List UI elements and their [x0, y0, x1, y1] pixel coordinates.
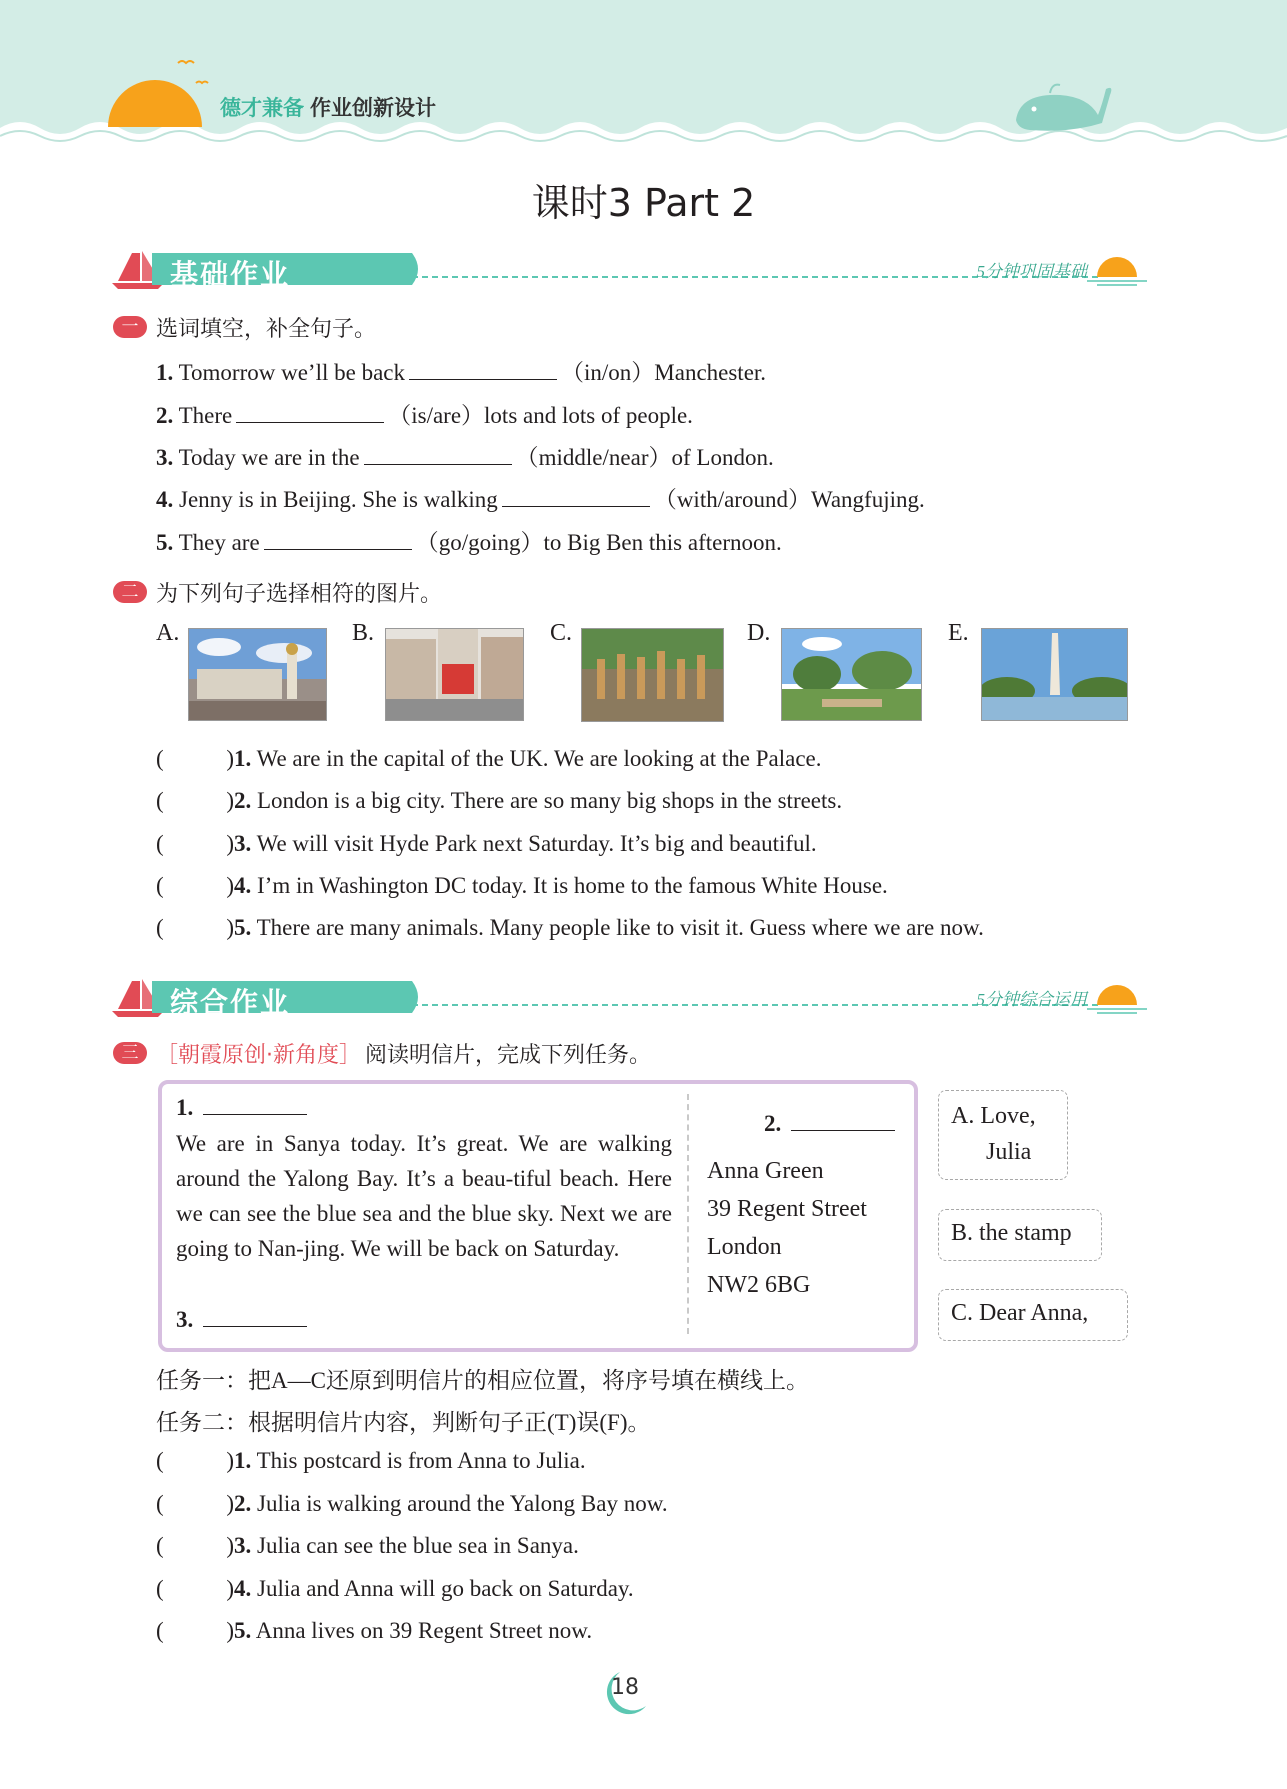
- option-a-line1: A. Love,: [951, 1103, 1036, 1129]
- exercise-instruction: 为下列句子选择相符的图片。: [156, 582, 443, 607]
- item-text: （is/are）lots and lots of people.: [388, 403, 693, 428]
- item-text: （go/going）to Big Ben this afternoon.: [415, 530, 782, 555]
- brand-title: [220, 92, 436, 122]
- question-text: London is a big city. There are so many big shops in the streets.: [257, 788, 843, 813]
- answer-bracket[interactable]: [156, 788, 234, 814]
- task-2: 任务二：根据明信片内容，判断句子正(T)误(F)。: [156, 1410, 651, 1435]
- giraffes-zoo-photo: [581, 628, 724, 722]
- option-b-text: B. the stamp: [951, 1220, 1072, 1246]
- question-number: 2.: [234, 1491, 252, 1516]
- answer-bracket[interactable]: [156, 1448, 234, 1474]
- item-number: 2.: [156, 403, 174, 428]
- item-number: 1.: [156, 360, 174, 385]
- task-1: 任务一：把A—C还原到明信片的相应位置，将序号填在横线上。: [156, 1368, 809, 1393]
- bracket-open: (: [156, 873, 164, 898]
- answer-bracket[interactable]: [156, 831, 234, 857]
- bracket-close: ): [226, 746, 234, 771]
- option-c-box: [938, 1289, 1128, 1341]
- ex1-item-4: [156, 481, 925, 514]
- postcard-blank-1: [176, 1094, 311, 1121]
- section-tip: 5分钟巩固基础: [976, 262, 1087, 281]
- answer-bracket[interactable]: [156, 1576, 234, 1602]
- exercise-instruction: 选词填空，补全句子。: [156, 317, 377, 342]
- page-number: 18: [611, 1675, 639, 1700]
- ex2-question-4: [156, 873, 888, 899]
- blank-number: 3.: [176, 1307, 194, 1332]
- bracket-close: ): [226, 1448, 234, 1473]
- ex3-question-2: [156, 1491, 668, 1517]
- bracket-open: (: [156, 788, 164, 813]
- question-number: 2.: [234, 788, 252, 813]
- item-text: Tomorrow we’ll be back: [178, 360, 405, 385]
- bracket-close: ): [226, 1576, 234, 1601]
- item-number: 3.: [156, 445, 174, 470]
- ex3-question-5: [156, 1618, 592, 1644]
- question-text: We are in the capital of the UK. We are looking at the Palace.: [256, 746, 822, 771]
- picture-letter-c: C.: [550, 620, 573, 646]
- page-title: 课时3 Part 2: [531, 181, 756, 225]
- answer-blank[interactable]: [203, 1306, 307, 1327]
- answer-blank[interactable]: [791, 1110, 895, 1131]
- ex1-item-1: [156, 354, 766, 387]
- question-number: 3.: [234, 1533, 252, 1558]
- sun-icon: [100, 55, 210, 130]
- item-text: They are: [178, 530, 260, 555]
- ex2-question-1: [156, 746, 822, 772]
- ex3-question-4: [156, 1576, 634, 1602]
- postcard-blank-2: [764, 1110, 899, 1137]
- question-text: There are many animals. Many people like to visit it. Guess where we are now.: [256, 915, 984, 940]
- address-line: 39 Regent Street: [707, 1196, 867, 1222]
- picture-letter-e: E.: [948, 620, 969, 646]
- answer-bracket[interactable]: [156, 873, 234, 899]
- address-line: London: [707, 1234, 782, 1260]
- exercise-badge: 一: [113, 316, 147, 338]
- answer-bracket[interactable]: [156, 1533, 234, 1559]
- bracket-open: (: [156, 915, 164, 940]
- address-line: NW2 6BG: [707, 1272, 811, 1298]
- ex3-question-1: [156, 1448, 586, 1474]
- option-a-box: [938, 1090, 1068, 1180]
- exercise-source: ［朝霞原创·新角度］: [156, 1043, 361, 1068]
- option-c-text: C. Dear Anna,: [951, 1300, 1089, 1326]
- ex2-question-3: [156, 831, 817, 857]
- bracket-close: ): [226, 1491, 234, 1516]
- answer-blank[interactable]: [203, 1094, 307, 1115]
- item-number: 5.: [156, 530, 174, 555]
- question-number: 1.: [234, 1448, 252, 1473]
- answer-blank[interactable]: [264, 529, 412, 550]
- london-street-photo: [385, 628, 524, 721]
- blank-number: 1.: [176, 1095, 194, 1120]
- bracket-open: (: [156, 1491, 164, 1516]
- ex3-question-3: [156, 1533, 579, 1559]
- question-number: 3.: [234, 831, 252, 856]
- bracket-close: ): [226, 1618, 234, 1643]
- answer-bracket[interactable]: [156, 1618, 234, 1644]
- item-text: （in/on）Manchester.: [561, 360, 767, 385]
- exercise-instruction: [156, 1038, 651, 1069]
- bracket-close: ): [226, 831, 234, 856]
- section-label: 基础作业: [170, 258, 291, 291]
- answer-blank[interactable]: [364, 444, 512, 465]
- ex1-item-5: [156, 524, 782, 557]
- question-number: 4.: [234, 1576, 252, 1601]
- item-text: （with/around）Wangfujing.: [653, 487, 925, 512]
- whale-icon: [1010, 75, 1115, 135]
- postcard-blank-3: [176, 1306, 311, 1333]
- option-a-line2: Julia: [986, 1139, 1032, 1165]
- question-text: We will visit Hyde Park next Saturday. It’s big and beautiful.: [256, 831, 817, 856]
- question-number: 4.: [234, 873, 252, 898]
- ex1-item-2: [156, 397, 693, 430]
- postcard: [158, 1080, 918, 1352]
- question-text: Julia is walking around the Yalong Bay now.: [257, 1491, 668, 1516]
- bracket-open: (: [156, 1533, 164, 1558]
- question-number: 1.: [234, 746, 252, 771]
- answer-blank[interactable]: [236, 402, 384, 423]
- postcard-divider: [687, 1094, 689, 1334]
- picture-letter-b: B.: [352, 620, 375, 646]
- item-number: 4.: [156, 487, 174, 512]
- blank-number: 2.: [764, 1111, 782, 1136]
- option-b-box: [938, 1209, 1102, 1261]
- bracket-close: ): [226, 1533, 234, 1558]
- section-tip: 5分钟综合运用: [976, 990, 1087, 1009]
- washington-monument-photo: [981, 628, 1128, 721]
- question-text: Julia and Anna will go back on Saturday.: [257, 1576, 634, 1601]
- bracket-close: ): [226, 873, 234, 898]
- instruction-text: 阅读明信片，完成下列任务。: [365, 1043, 652, 1068]
- question-text: Julia can see the blue sea in Sanya.: [257, 1533, 579, 1558]
- answer-blank[interactable]: [409, 359, 557, 380]
- answer-bracket[interactable]: [156, 915, 234, 941]
- bracket-open: (: [156, 1448, 164, 1473]
- section-banner-comprehensive: [112, 975, 1147, 1019]
- item-text: There: [178, 403, 233, 428]
- brand-dark: 作业创新设计: [310, 96, 436, 120]
- answer-blank[interactable]: [502, 486, 650, 507]
- answer-bracket[interactable]: [156, 1491, 234, 1517]
- postcard-body: We are in Sanya today. It’s great. We are walking around the Yalong Bay. It’s a beau-tiful beach. Here we can see the blue sea and the blue sky. Next we are going to Nan-jing. We will be back on Saturday.: [176, 1131, 672, 1261]
- ex2-question-5: [156, 915, 984, 941]
- ex2-question-2: [156, 788, 842, 814]
- question-text: Anna lives on 39 Regent Street now.: [255, 1618, 593, 1643]
- question-number: 5.: [234, 1618, 252, 1643]
- bracket-close: ): [226, 915, 234, 940]
- question-text: I’m in Washington DC today. It is home to the famous White House.: [257, 873, 888, 898]
- item-text: （middle/near）of London.: [515, 445, 774, 470]
- bracket-close: ): [226, 788, 234, 813]
- section-banner-basic: [112, 247, 1147, 291]
- question-text: This postcard is from Anna to Julia.: [256, 1448, 586, 1473]
- park-photo: [781, 628, 922, 721]
- bracket-open: (: [156, 1618, 164, 1643]
- bracket-open: (: [156, 831, 164, 856]
- exercise-badge: 二: [113, 581, 147, 603]
- exercise-badge: 三: [113, 1042, 147, 1064]
- picture-letter-d: D.: [747, 620, 771, 646]
- question-number: 5.: [234, 915, 252, 940]
- brand-colored: 德才兼备: [220, 96, 304, 120]
- ex1-item-3: [156, 439, 774, 472]
- section-label: 综合作业: [170, 986, 291, 1019]
- item-text: Today we are in the: [178, 445, 360, 470]
- buckingham-palace-photo: [188, 628, 327, 721]
- address-line: Anna Green: [707, 1158, 824, 1184]
- bracket-open: (: [156, 1576, 164, 1601]
- item-text: Jenny is in Beijing. She is walking: [179, 487, 498, 512]
- bracket-open: (: [156, 746, 164, 771]
- picture-letter-a: A.: [156, 620, 180, 646]
- answer-bracket[interactable]: [156, 746, 234, 772]
